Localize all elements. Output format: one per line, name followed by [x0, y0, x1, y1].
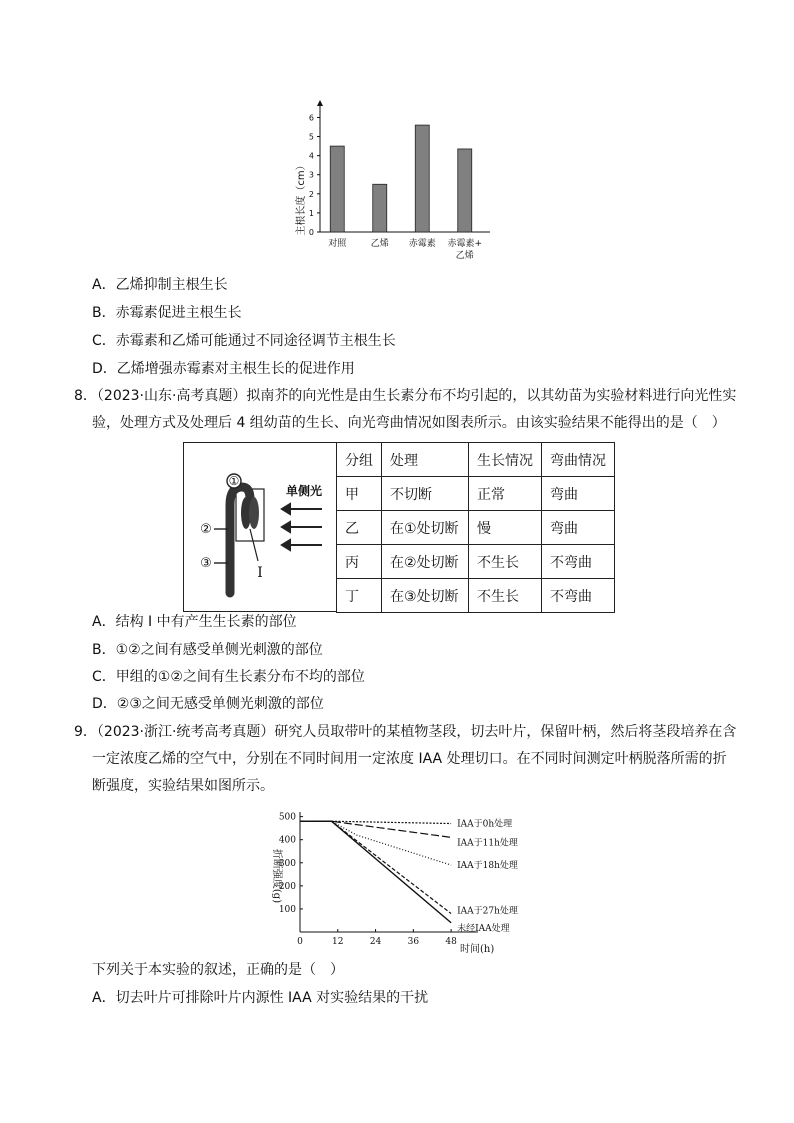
y-tick-label: 0 [308, 228, 314, 237]
label-3: ③ [200, 556, 212, 571]
x-tick-label: 48 [445, 937, 457, 947]
th-treatment: 处理 [382, 443, 469, 477]
cell-bending: 不弯曲 [542, 545, 615, 579]
chart2-ylabel: 折断强度(g) [271, 848, 282, 904]
category-label: 乙烯 [370, 239, 389, 249]
bar [330, 146, 344, 232]
table-header-row [337, 443, 615, 477]
category-label: 赤霉素 [408, 239, 436, 249]
cell-treatment: 在①处切断 [382, 511, 469, 545]
y-tick-label: 500 [278, 812, 296, 823]
category-label-line2: 乙烯 [455, 251, 474, 261]
light-label: 单侧光 [285, 484, 323, 498]
label-2: ② [200, 522, 212, 537]
y-tick-label: 6 [308, 113, 314, 123]
q8-stem-line2: 验，处理方式及处理后 4 组幼苗的生长、向光弯曲情况如图表所示。由该实验结果不能得出的是（ ） [92, 415, 726, 431]
cell-group: 丁 [337, 579, 382, 613]
y-tick-label: 400 [278, 835, 296, 846]
y-tick-label: 5 [308, 132, 314, 142]
cell-bending: 弯曲 [542, 477, 615, 511]
th-group: 分组 [337, 443, 382, 477]
label-structure-I: I [257, 565, 263, 581]
cell-growth: 慢 [469, 511, 542, 545]
q9-option-a: A．切去叶片可排除叶片内源性 IAA 对实验结果的干扰 [92, 990, 429, 1006]
cell-growth: 正常 [469, 477, 542, 511]
y-axis-arrow [317, 100, 323, 106]
seedling-illustration [184, 443, 336, 611]
q8-seedling-figure [183, 442, 337, 612]
series-line [300, 821, 451, 923]
q7-option-b: B．赤霉素促进主根生长 [92, 305, 242, 321]
y-tick-label: 200 [278, 881, 296, 892]
series-label: IAA于0h处理 [457, 819, 513, 830]
x-tick-label: 24 [369, 937, 382, 947]
y-tick-label: 100 [278, 904, 296, 915]
bar [415, 125, 429, 232]
bar [458, 149, 472, 232]
category-label: 对照 [328, 239, 347, 249]
q8-option-a: A．结构 I 中有产生生长素的部位 [92, 614, 297, 630]
y-tick-label: 300 [278, 858, 296, 869]
line-chart-break-strength [260, 804, 540, 960]
table-row [337, 511, 615, 545]
y-tick-label: 1 [308, 208, 314, 218]
light-arrows [282, 504, 322, 550]
th-bending: 弯曲情况 [542, 443, 615, 477]
cell-bending: 弯曲 [542, 511, 615, 545]
series-label: 未经IAA处理 [457, 923, 510, 934]
q8-option-b: B．①②之间有感受单侧光刺激的部位 [92, 642, 323, 658]
q8-option-d: D．②③之间无感受单侧光刺激的部位 [92, 696, 324, 712]
series-line [300, 821, 451, 837]
q8-results-table [336, 442, 615, 613]
cell-treatment: 在③处切断 [382, 579, 469, 613]
chart1-ylabel: 主根长度（cm） [296, 160, 307, 236]
cell-group: 乙 [337, 511, 382, 545]
x-tick-label: 0 [297, 937, 303, 947]
cell-growth: 不生长 [469, 545, 542, 579]
category-label: 赤霉素+ [447, 239, 483, 249]
bar-chart-root-length [290, 98, 510, 268]
th-growth: 生长情况 [469, 443, 542, 477]
table-row [337, 477, 615, 511]
x-tick-label: 12 [332, 937, 344, 947]
y-tick-label: 2 [308, 189, 314, 199]
q9-stem-line1: 9．（2023·浙江·统考高考真题）研究人员取带叶的某植物茎段，切去叶片，保留叶柄，然后将茎段培养在含 [74, 724, 737, 740]
series-label: IAA于11h处理 [457, 838, 518, 849]
cell-group: 丙 [337, 545, 382, 579]
cell-growth: 不生长 [469, 579, 542, 613]
chart2-xlabel: 时间(h) [460, 944, 495, 955]
table-row [337, 579, 615, 613]
cell-treatment: 在②处切断 [382, 545, 469, 579]
series-label: IAA于27h处理 [457, 906, 518, 917]
q9-stem-line2: 一定浓度乙烯的空气中，分别在不同时间用一定浓度 IAA 处理切口。在不同时间测定叶柄脱落所需的折 [92, 751, 727, 767]
cell-group: 甲 [337, 477, 382, 511]
q9-stem-line3: 断强度，实验结果如图所示。 [92, 778, 274, 794]
series-label: IAA于18h处理 [457, 861, 518, 872]
y-tick-label: 4 [308, 151, 314, 161]
cell-treatment: 不切断 [382, 477, 469, 511]
series-line [300, 821, 451, 913]
q7-option-d: D．乙烯增强赤霉素对主根生长的促进作用 [92, 361, 355, 377]
table-row [337, 545, 615, 579]
q7-option-a: A．乙烯抑制主根生长 [92, 277, 228, 293]
q7-option-c: C．赤霉素和乙烯可能通过不同途径调节主根生长 [92, 333, 396, 349]
y-tick-label: 3 [308, 170, 314, 180]
q8-stem-line1: 8．（2023·山东·高考真题）拟南芥的向光性是由生长素分布不均引起的，以其幼苗为实验材料进行向光性实 [74, 388, 737, 404]
bar [373, 184, 387, 232]
x-tick-label: 36 [407, 937, 420, 947]
cell-bending: 不弯曲 [542, 579, 615, 613]
label-1: ① [228, 474, 240, 488]
q9-question: 下列关于本实验的叙述，正确的是（ ） [92, 962, 344, 978]
q8-option-c: C．甲组的①②之间有生长素分布不均的部位 [92, 669, 365, 685]
